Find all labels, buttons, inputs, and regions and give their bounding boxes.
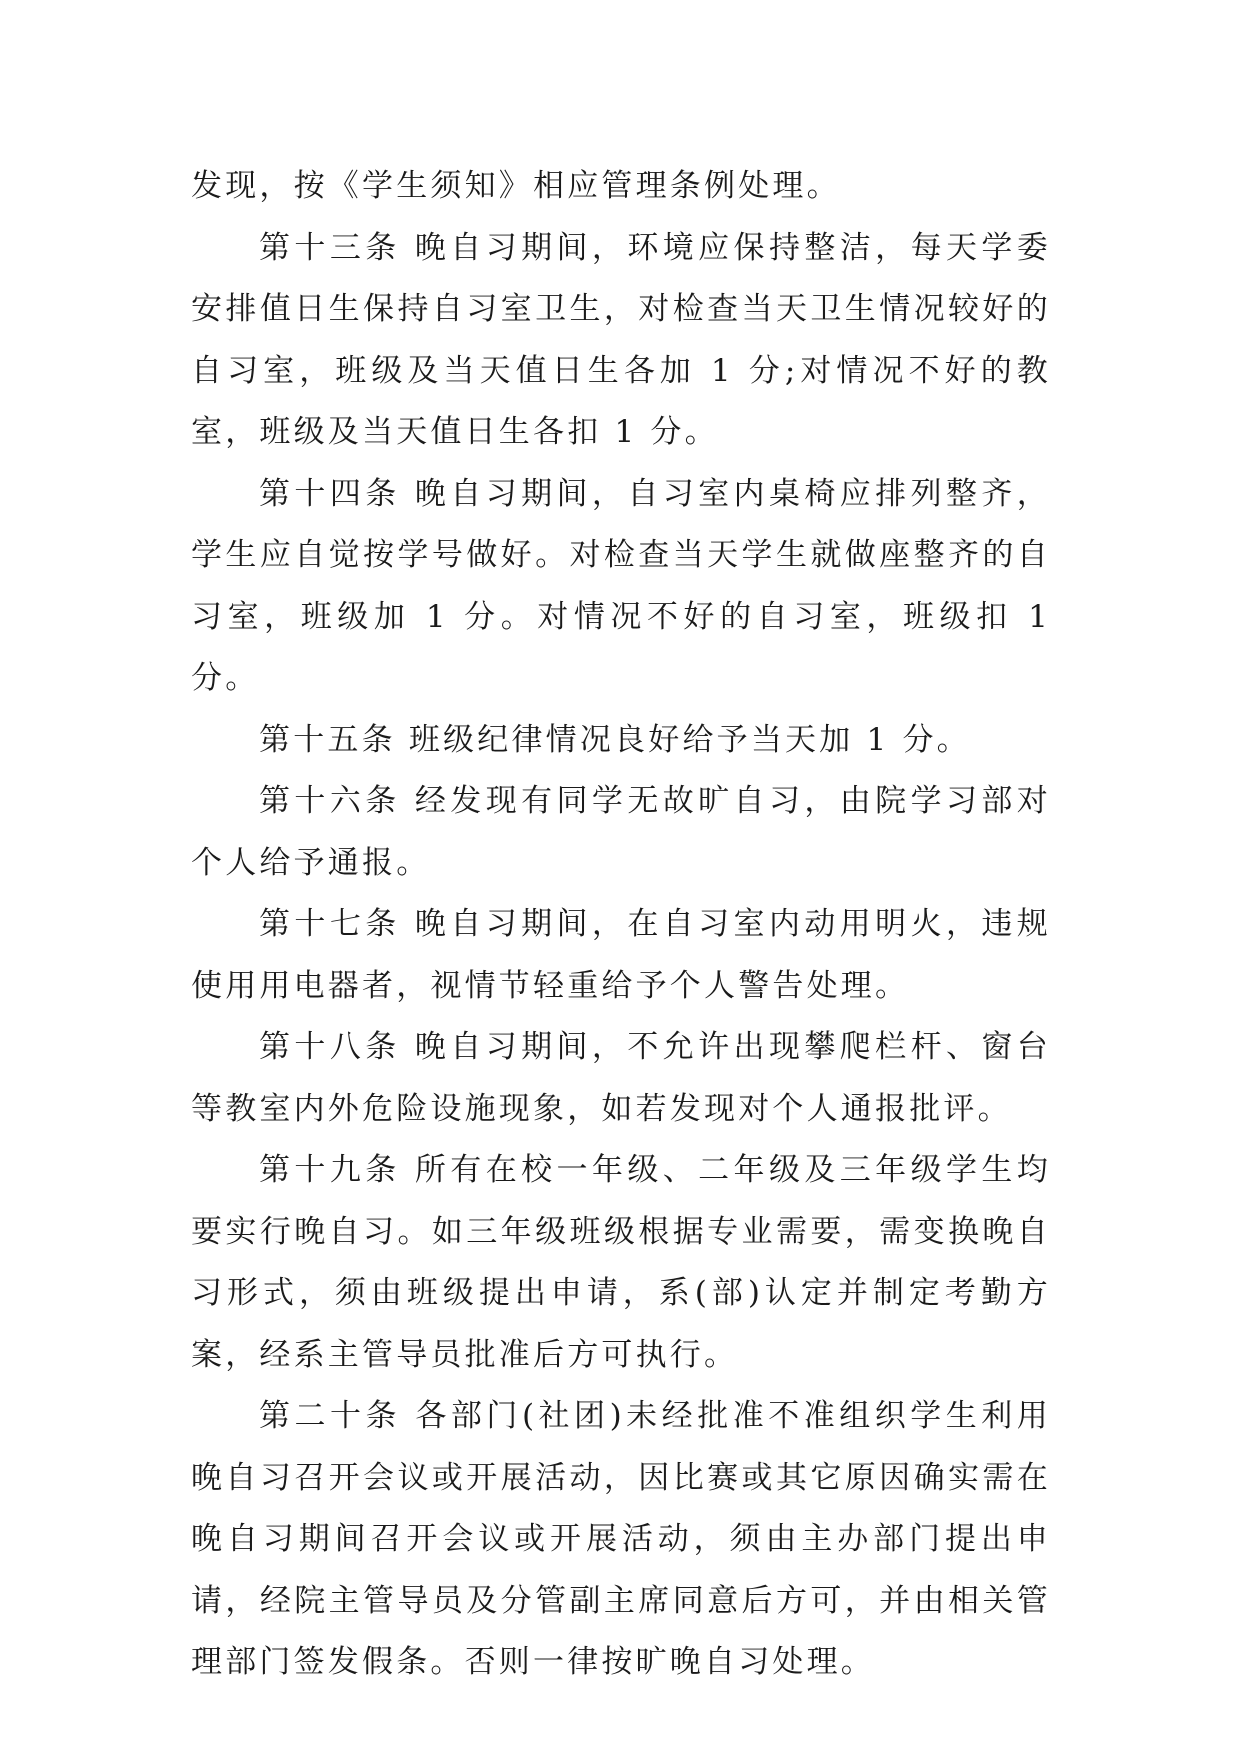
article-15: 第十五条 班级纪律情况良好给予当天加 1 分。 [259,721,971,758]
article-13: 第十三条 晚自习期间，环境应保持整洁，每天学委安排值日生保持自习室卫生，对检查当天卫生情况较好的自习室，班级及当天值日生各加 1 分;对情况不好的教室，班级及当天值日生各扣 1 分。 [191,229,1051,450]
article-14: 第十四条 晚自习期间，自习室内桌椅应排列整齐，学生应自觉按学号做好。对检查当天学生就做座整齐的自习室，班级加 1 分。对情况不好的自习室，班级扣 1 分。 [191,475,1051,696]
article-18: 第十八条 晚自习期间，不允许出现攀爬栏杆、窗台等教室内外危险设施现象，如若发现对个人通报批评。 [191,1029,1051,1127]
paragraph-continuation: 发现，按《学生须知》相应管理条例处理。 [191,168,841,204]
article-19: 第十九条 所有在校一年级、二年级及三年级学生均要实行晚自习。如三年级班级根据专业需要，需变换晚自习形式，须由班级提出申请，系(部)认定并制定考勤方案，经系主管导员批准后方可执行。 [191,1152,1051,1373]
document-body [191,156,1051,1694]
article-20: 第二十条 各部门(社团)未经批准不准组织学生利用晚自习召开会议或开展活动，因比赛或其它原因确实需在晚自习期间召开会议或开展活动，须由主办部门提出申请，经院主管导员及分管副主席同意后方可，并由相关管理部门签发假条。否则一律按旷晚自习处理。 [191,1398,1051,1680]
article-17: 第十七条 晚自习期间，在自习室内动用明火，违规使用用电器者，视情节轻重给予个人警告处理。 [191,906,1051,1004]
article-16: 第十六条 经发现有同学无故旷自习，由院学习部对个人给予通报。 [191,783,1051,881]
